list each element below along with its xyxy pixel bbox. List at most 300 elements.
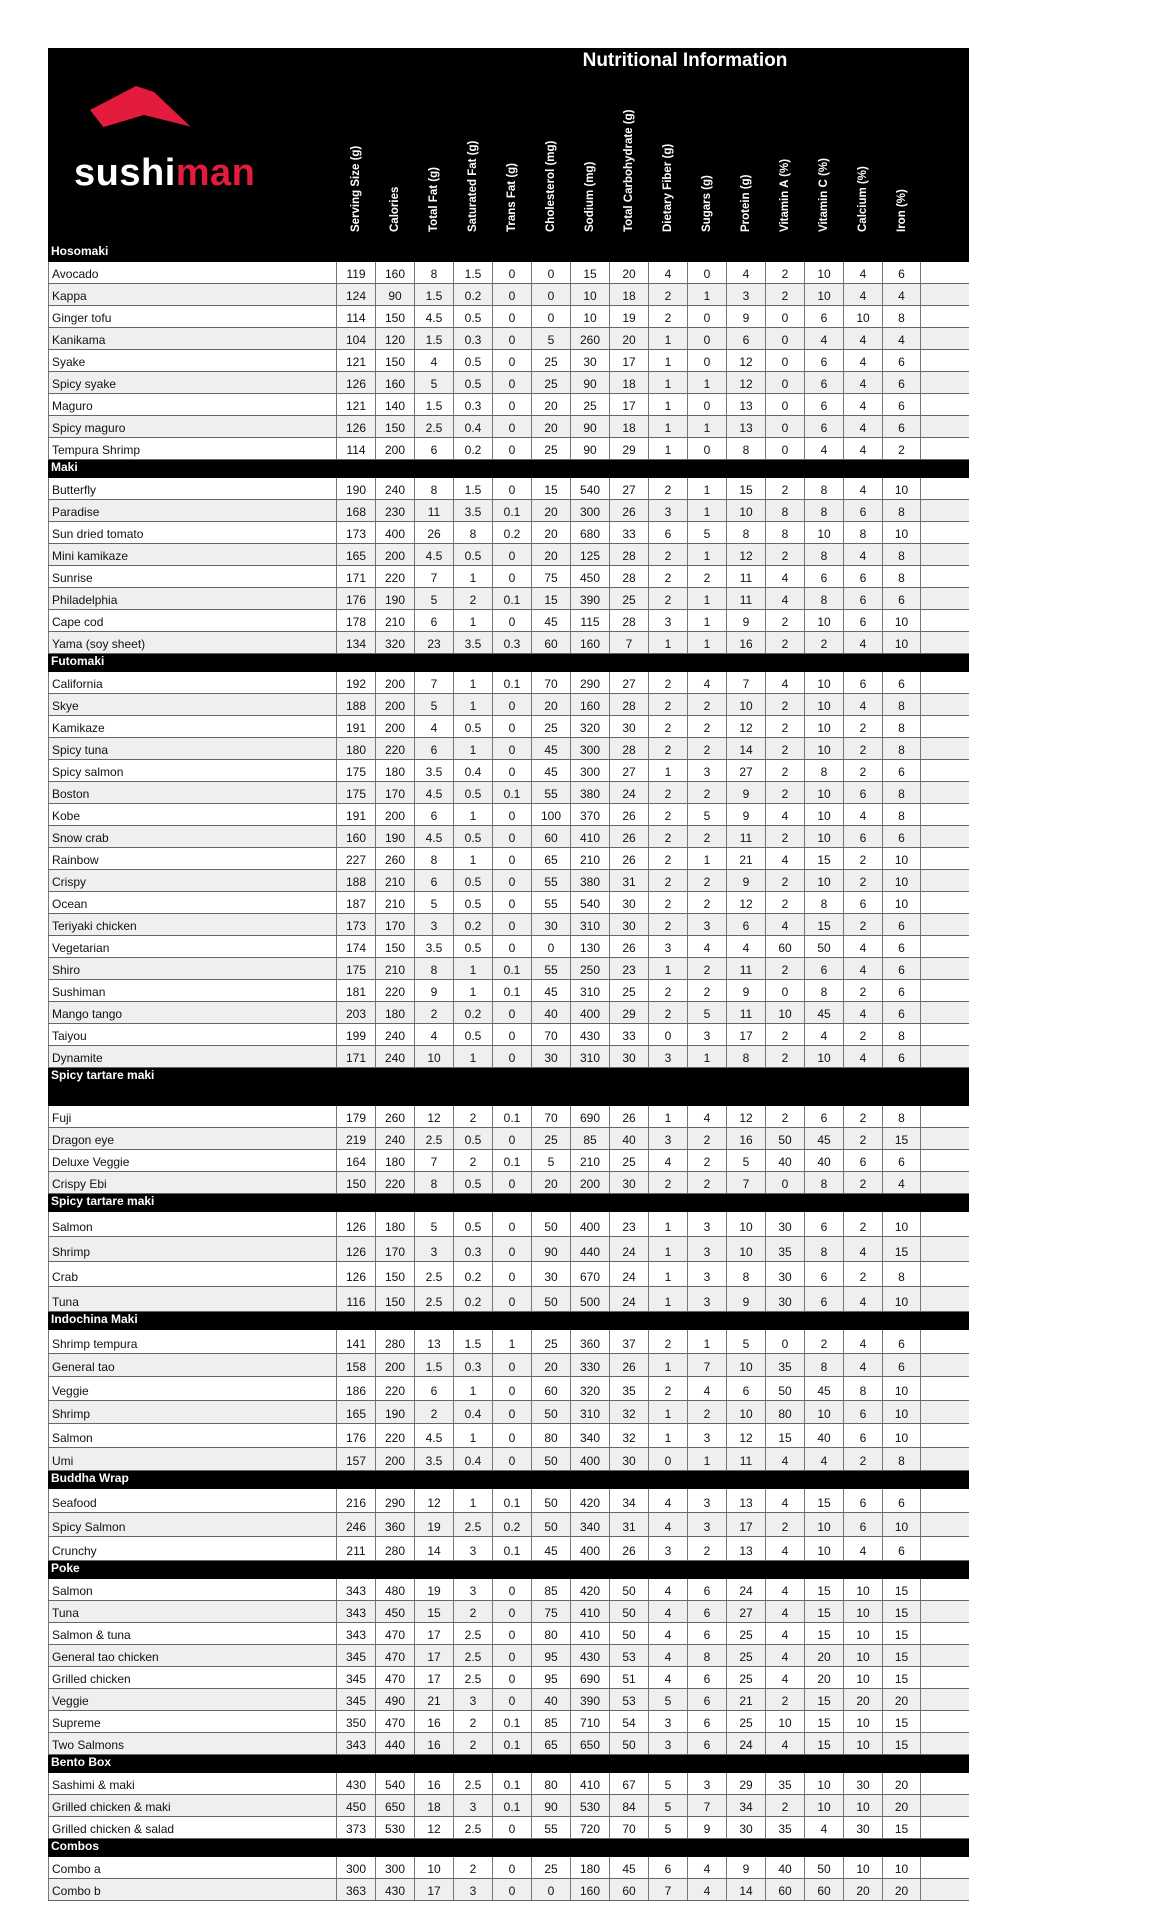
nutrient-value: 2 bbox=[687, 958, 726, 979]
column-header-label: Protein (g) bbox=[739, 174, 752, 232]
nutrient-value: 2.5 bbox=[414, 1262, 453, 1286]
nutrient-value: 8 bbox=[882, 306, 921, 327]
nutrient-value: 0.5 bbox=[453, 1212, 492, 1236]
nutrient-value: 21 bbox=[726, 1689, 765, 1710]
nutrient-value: 6 bbox=[882, 936, 921, 957]
column-header-label: Sodium (mg) bbox=[583, 161, 596, 232]
nutrient-value: 3 bbox=[453, 1689, 492, 1710]
nutrient-value: 8 bbox=[687, 1645, 726, 1666]
nutrient-value: 2 bbox=[687, 738, 726, 759]
nutrient-value: 2 bbox=[882, 438, 921, 459]
nutrient-value: 30 bbox=[570, 350, 609, 371]
nutrient-value: 10 bbox=[804, 826, 843, 847]
section-header: Hosomaki bbox=[48, 244, 969, 262]
nutrient-value: 4 bbox=[843, 1537, 882, 1560]
nutrient-value: 3 bbox=[648, 936, 687, 957]
nutrient-value: 8 bbox=[414, 478, 453, 499]
nutrient-value: 363 bbox=[336, 1879, 375, 1900]
nutrient-value: 8 bbox=[804, 544, 843, 565]
nutrient-value: 1.5 bbox=[414, 394, 453, 415]
nutrient-value: 8 bbox=[726, 1262, 765, 1286]
nutrient-value: 345 bbox=[336, 1645, 375, 1666]
nutrient-value: 50 bbox=[765, 1128, 804, 1149]
nutrient-value: 0 bbox=[492, 1667, 531, 1688]
nutrient-value: 8 bbox=[882, 716, 921, 737]
nutrient-value: 200 bbox=[375, 672, 414, 693]
nutrient-value: 15 bbox=[882, 1645, 921, 1666]
nutrient-value: 11 bbox=[726, 826, 765, 847]
table-row bbox=[48, 1623, 969, 1645]
nutrient-value: 2 bbox=[843, 1172, 882, 1193]
nutrient-value: 4 bbox=[804, 328, 843, 349]
nutrient-value: 420 bbox=[570, 1489, 609, 1512]
nutrient-value: 11 bbox=[726, 1448, 765, 1471]
column-header-label: Saturated Fat (g) bbox=[466, 140, 479, 232]
nutrient-value: 2 bbox=[648, 716, 687, 737]
nutrient-value: 8 bbox=[726, 522, 765, 543]
nutrient-value: 10 bbox=[843, 1667, 882, 1688]
table-row bbox=[48, 1024, 969, 1046]
table-row bbox=[48, 416, 969, 438]
nutrient-value: 1 bbox=[453, 566, 492, 587]
nutrient-value: 4 bbox=[843, 284, 882, 305]
nutrient-value: 2 bbox=[765, 1046, 804, 1067]
nutrient-value: 4 bbox=[843, 372, 882, 393]
nutrient-value: 1 bbox=[648, 438, 687, 459]
nutrient-value: 200 bbox=[375, 1354, 414, 1377]
table-row bbox=[48, 1879, 969, 1901]
nutrient-value: 3 bbox=[687, 1262, 726, 1286]
nutrient-value: 6 bbox=[804, 958, 843, 979]
nutrient-value: 12 bbox=[726, 1424, 765, 1447]
item-name: Grilled chicken bbox=[48, 1667, 336, 1688]
item-name: Ocean bbox=[48, 892, 336, 913]
nutrient-value: 4 bbox=[648, 1579, 687, 1600]
nutrient-value: 29 bbox=[609, 438, 648, 459]
nutrient-value: 6 bbox=[687, 1689, 726, 1710]
nutrient-value: 7 bbox=[414, 1150, 453, 1171]
nutrient-value: 10 bbox=[804, 716, 843, 737]
nutrient-value: 126 bbox=[336, 372, 375, 393]
nutrient-value: 15 bbox=[804, 914, 843, 935]
nutrient-value: 1 bbox=[648, 372, 687, 393]
nutrient-value: 2 bbox=[843, 980, 882, 1001]
nutrient-value: 4 bbox=[765, 1733, 804, 1754]
nutrient-value: 290 bbox=[375, 1489, 414, 1512]
nutrient-value: 0 bbox=[492, 1046, 531, 1067]
nutrient-value: 2.5 bbox=[453, 1645, 492, 1666]
nutrient-value: 10 bbox=[804, 804, 843, 825]
table-row bbox=[48, 1150, 969, 1172]
nutrient-value: 1.5 bbox=[414, 284, 453, 305]
item-name: Skye bbox=[48, 694, 336, 715]
nutrient-value: 180 bbox=[375, 760, 414, 781]
nutrient-value: 160 bbox=[570, 1879, 609, 1900]
nutrient-value: 50 bbox=[531, 1212, 570, 1236]
item-name: Tuna bbox=[48, 1601, 336, 1622]
nutrient-value: 410 bbox=[570, 826, 609, 847]
table-row bbox=[48, 804, 969, 826]
nutrient-value: 5 bbox=[648, 1689, 687, 1710]
nutrient-value: 8 bbox=[882, 782, 921, 803]
nutrient-value: 6 bbox=[882, 958, 921, 979]
item-name: Tempura Shrimp bbox=[48, 438, 336, 459]
nutrient-value: 24 bbox=[609, 1262, 648, 1286]
nutrient-value: 650 bbox=[375, 1795, 414, 1816]
nutrient-value: 15 bbox=[882, 1817, 921, 1838]
nutrient-value: 45 bbox=[531, 610, 570, 631]
nutrient-value: 2 bbox=[648, 980, 687, 1001]
nutrient-value: 13 bbox=[726, 1489, 765, 1512]
nutrient-value: 2 bbox=[843, 1448, 882, 1471]
nutrient-value: 6 bbox=[726, 328, 765, 349]
nutrient-value: 300 bbox=[570, 500, 609, 521]
nutrient-value: 165 bbox=[336, 1401, 375, 1424]
nutrient-value: 3 bbox=[687, 1773, 726, 1794]
nutrient-value: 8 bbox=[843, 522, 882, 543]
column-header-label: Dietary Fiber (g) bbox=[661, 143, 674, 232]
column-header bbox=[609, 76, 648, 244]
nutrient-value: 32 bbox=[609, 1401, 648, 1424]
nutrient-value: 1 bbox=[648, 958, 687, 979]
nutrient-value: 0 bbox=[492, 1623, 531, 1644]
nutrient-value: 6 bbox=[882, 1354, 921, 1377]
nutrient-value: 10 bbox=[726, 1401, 765, 1424]
nutrient-value: 50 bbox=[531, 1513, 570, 1536]
item-name: Fuji bbox=[48, 1106, 336, 1127]
column-header bbox=[843, 76, 882, 244]
nutrient-value: 1 bbox=[687, 632, 726, 653]
nutrient-value: 8 bbox=[804, 500, 843, 521]
nutrient-value: 180 bbox=[375, 1212, 414, 1236]
nutrient-value: 8 bbox=[726, 438, 765, 459]
nutrient-value: 20 bbox=[882, 1879, 921, 1900]
nutrient-value: 0 bbox=[492, 1287, 531, 1311]
nutrient-value: 6 bbox=[843, 892, 882, 913]
nutrient-value: 17 bbox=[414, 1623, 453, 1644]
table-row bbox=[48, 1579, 969, 1601]
nutrient-value: 260 bbox=[570, 328, 609, 349]
nutrient-value: 200 bbox=[375, 804, 414, 825]
table-row bbox=[48, 738, 969, 760]
nutrient-value: 10 bbox=[843, 1795, 882, 1816]
item-name: Combo a bbox=[48, 1857, 336, 1878]
nutrient-value: 164 bbox=[336, 1150, 375, 1171]
nutrient-value: 480 bbox=[375, 1579, 414, 1600]
item-name: Dragon eye bbox=[48, 1128, 336, 1149]
nutrient-value: 6 bbox=[687, 1601, 726, 1622]
nutrient-value: 67 bbox=[609, 1773, 648, 1794]
nutrient-value: 0 bbox=[492, 1579, 531, 1600]
nutrient-value: 30 bbox=[609, 892, 648, 913]
nutrient-value: 12 bbox=[726, 372, 765, 393]
nutrient-value: 6 bbox=[882, 826, 921, 847]
item-name: Paradise bbox=[48, 500, 336, 521]
nutrient-value: 0.5 bbox=[453, 782, 492, 803]
nutrient-value: 0 bbox=[492, 1448, 531, 1471]
nutrient-value: 4 bbox=[414, 1024, 453, 1045]
nutrient-value: 150 bbox=[336, 1172, 375, 1193]
nutrient-value: 4 bbox=[648, 1150, 687, 1171]
nutrient-value: 50 bbox=[609, 1601, 648, 1622]
nutrient-value: 240 bbox=[375, 1046, 414, 1067]
nutrient-value: 20 bbox=[531, 694, 570, 715]
nutrient-value: 2 bbox=[843, 1128, 882, 1149]
nutrient-value: 320 bbox=[570, 716, 609, 737]
item-name: Two Salmons bbox=[48, 1733, 336, 1754]
item-name: Crispy Ebi bbox=[48, 1172, 336, 1193]
nutrient-value: 10 bbox=[765, 1002, 804, 1023]
nutrient-value: 4 bbox=[648, 1645, 687, 1666]
nutrient-value: 10 bbox=[882, 522, 921, 543]
nutrient-value: 15 bbox=[882, 1711, 921, 1732]
column-header-label: Iron (%) bbox=[895, 189, 908, 232]
nutrient-value: 3 bbox=[648, 500, 687, 521]
nutrient-value: 9 bbox=[726, 782, 765, 803]
nutrient-value: 0 bbox=[531, 262, 570, 283]
nutrient-value: 3.5 bbox=[453, 500, 492, 521]
nutrient-value: 21 bbox=[726, 848, 765, 869]
section-header: Combos bbox=[48, 1839, 969, 1857]
nutrient-value: 6 bbox=[882, 672, 921, 693]
nutrient-value: 50 bbox=[531, 1489, 570, 1512]
nutrient-value: 6 bbox=[687, 1733, 726, 1754]
nutrient-value: 4 bbox=[843, 1354, 882, 1377]
nutrient-value: 343 bbox=[336, 1733, 375, 1754]
nutrient-value: 1 bbox=[687, 1448, 726, 1471]
nutrient-value: 4.5 bbox=[414, 826, 453, 847]
nutrient-value: 8 bbox=[882, 738, 921, 759]
item-name: Salmon bbox=[48, 1579, 336, 1600]
nutrient-value: 0.5 bbox=[453, 870, 492, 891]
nutrient-value: 124 bbox=[336, 284, 375, 305]
nutrient-value: 380 bbox=[570, 870, 609, 891]
nutrient-value: 0 bbox=[687, 394, 726, 415]
nutrient-value: 0 bbox=[765, 980, 804, 1001]
nutrient-value: 3 bbox=[414, 914, 453, 935]
nutrient-value: 1 bbox=[453, 1489, 492, 1512]
nutrient-value: 8 bbox=[882, 1262, 921, 1286]
nutrient-value: 6 bbox=[726, 1377, 765, 1400]
table-row bbox=[48, 1212, 969, 1237]
nutrient-value: 160 bbox=[336, 826, 375, 847]
nutrient-value: 40 bbox=[804, 1150, 843, 1171]
nutrient-value: 0 bbox=[492, 826, 531, 847]
column-header-label: Sugars (g) bbox=[700, 175, 713, 232]
nutrient-value: 10 bbox=[570, 306, 609, 327]
nutrient-value: 6 bbox=[882, 416, 921, 437]
nutrient-value: 2 bbox=[687, 980, 726, 1001]
nutrient-value: 370 bbox=[570, 804, 609, 825]
nutrient-value: 6 bbox=[804, 1262, 843, 1286]
nutrient-value: 6 bbox=[648, 522, 687, 543]
nutrient-value: 10 bbox=[804, 870, 843, 891]
nutrient-value: 6 bbox=[882, 980, 921, 1001]
nutrient-value: 6 bbox=[414, 438, 453, 459]
nutrient-value: 10 bbox=[882, 1424, 921, 1447]
nutrient-value: 9 bbox=[726, 306, 765, 327]
nutrient-value: 165 bbox=[336, 544, 375, 565]
nutrient-value: 0 bbox=[765, 328, 804, 349]
nutrient-value: 360 bbox=[570, 1330, 609, 1353]
table-row bbox=[48, 1377, 969, 1401]
nutrient-value: 430 bbox=[570, 1024, 609, 1045]
nutrient-value: 20 bbox=[882, 1689, 921, 1710]
nutrient-value: 10 bbox=[726, 1354, 765, 1377]
nutrient-value: 14 bbox=[414, 1537, 453, 1560]
nutrient-value: 1 bbox=[453, 1424, 492, 1447]
nutrient-value: 540 bbox=[375, 1773, 414, 1794]
nutrient-value: 5 bbox=[531, 328, 570, 349]
nutrient-value: 29 bbox=[609, 1002, 648, 1023]
nutrient-value: 343 bbox=[336, 1601, 375, 1622]
nutrient-value: 0 bbox=[531, 284, 570, 305]
nutrient-value: 4.5 bbox=[414, 1424, 453, 1447]
nutrient-value: 16 bbox=[726, 1128, 765, 1149]
nutrient-value: 2 bbox=[765, 610, 804, 631]
nutrient-value: 670 bbox=[570, 1262, 609, 1286]
nutrient-value: 115 bbox=[570, 610, 609, 631]
nutrient-value: 8 bbox=[804, 980, 843, 1001]
nutrient-value: 13 bbox=[414, 1330, 453, 1353]
nutrient-value: 8 bbox=[804, 588, 843, 609]
nutrient-value: 300 bbox=[570, 760, 609, 781]
item-name: Supreme bbox=[48, 1711, 336, 1732]
nutrient-value: 10 bbox=[726, 500, 765, 521]
nutrient-value: 140 bbox=[375, 394, 414, 415]
nutrient-value: 2 bbox=[648, 544, 687, 565]
nutrient-value: 2 bbox=[765, 1513, 804, 1536]
nutrient-value: 2 bbox=[765, 826, 804, 847]
nutrient-value: 210 bbox=[570, 1150, 609, 1171]
nutrient-value: 17 bbox=[609, 394, 648, 415]
nutrient-value: 55 bbox=[531, 958, 570, 979]
nutrient-value: 0.1 bbox=[492, 1537, 531, 1560]
nutrient-value: 2 bbox=[648, 566, 687, 587]
nutrient-value: 11 bbox=[414, 500, 453, 521]
nutrient-value: 343 bbox=[336, 1579, 375, 1600]
nutrient-value: 6 bbox=[882, 1489, 921, 1512]
nutrient-value: 2 bbox=[687, 782, 726, 803]
nutrient-value: 0 bbox=[492, 1689, 531, 1710]
nutrient-value: 1 bbox=[648, 760, 687, 781]
nutrient-value: 0.1 bbox=[492, 1489, 531, 1512]
nutrient-value: 0 bbox=[492, 610, 531, 631]
nutrient-value: 50 bbox=[765, 1377, 804, 1400]
item-name: Shiro bbox=[48, 958, 336, 979]
nutrient-value: 0 bbox=[492, 1817, 531, 1838]
nutrient-value: 2 bbox=[843, 848, 882, 869]
nutrient-value: 6 bbox=[882, 1046, 921, 1067]
nutrient-value: 2 bbox=[648, 782, 687, 803]
nutrient-value: 191 bbox=[336, 716, 375, 737]
nutrient-value: 2 bbox=[648, 588, 687, 609]
nutrient-value: 2 bbox=[648, 870, 687, 891]
nutrient-value: 9 bbox=[726, 1857, 765, 1878]
nutrient-value: 2 bbox=[843, 1212, 882, 1236]
table-row bbox=[48, 1689, 969, 1711]
nutrient-value: 6 bbox=[882, 350, 921, 371]
section-header: Maki bbox=[48, 460, 969, 478]
nutrient-value: 191 bbox=[336, 804, 375, 825]
nutrient-value: 150 bbox=[375, 1262, 414, 1286]
item-name: General tao chicken bbox=[48, 1645, 336, 1666]
nutrient-value: 27 bbox=[609, 672, 648, 693]
nutrient-value: 6 bbox=[414, 610, 453, 631]
nutrient-value: 6 bbox=[414, 1377, 453, 1400]
item-name: Salmon & tuna bbox=[48, 1623, 336, 1644]
nutrient-value: 33 bbox=[609, 522, 648, 543]
nutrient-value: 8 bbox=[453, 522, 492, 543]
nutrient-value: 8 bbox=[804, 892, 843, 913]
nutrient-value: 10 bbox=[882, 1377, 921, 1400]
nutrient-value: 20 bbox=[843, 1879, 882, 1900]
nutrient-value: 1 bbox=[648, 394, 687, 415]
nutrient-value: 28 bbox=[609, 610, 648, 631]
table-row bbox=[48, 892, 969, 914]
nutrient-value: 2 bbox=[687, 826, 726, 847]
nutrient-value: 3 bbox=[414, 1237, 453, 1261]
nutrient-value: 15 bbox=[804, 1601, 843, 1622]
nutrient-value: 0.2 bbox=[453, 1287, 492, 1311]
nutrient-value: 10 bbox=[804, 1773, 843, 1794]
nutrient-value: 30 bbox=[765, 1212, 804, 1236]
nutrient-value: 345 bbox=[336, 1689, 375, 1710]
nutrient-value: 170 bbox=[375, 914, 414, 935]
nutrient-value: 2 bbox=[804, 1330, 843, 1353]
nutrient-value: 27 bbox=[609, 478, 648, 499]
nutrient-value: 0 bbox=[492, 350, 531, 371]
nutrient-value: 1 bbox=[648, 350, 687, 371]
nutrient-value: 1 bbox=[687, 848, 726, 869]
nutrient-value: 400 bbox=[570, 1002, 609, 1023]
table-row bbox=[48, 328, 969, 350]
logo-text-sushi: sushi bbox=[74, 152, 176, 194]
nutrient-value: 420 bbox=[570, 1579, 609, 1600]
nutrient-value: 6 bbox=[687, 1711, 726, 1732]
nutrient-value: 1 bbox=[687, 478, 726, 499]
nutrient-value: 2 bbox=[648, 284, 687, 305]
nutrient-value: 50 bbox=[609, 1733, 648, 1754]
nutrient-value: 190 bbox=[375, 1401, 414, 1424]
nutrient-value: 15 bbox=[414, 1601, 453, 1622]
nutrient-value: 4 bbox=[765, 1645, 804, 1666]
nutrient-value: 390 bbox=[570, 588, 609, 609]
nutrient-value: 84 bbox=[609, 1795, 648, 1816]
nutrient-value: 20 bbox=[609, 328, 648, 349]
nutrient-value: 6 bbox=[843, 1513, 882, 1536]
nutrient-value: 10 bbox=[843, 1711, 882, 1732]
column-header bbox=[453, 76, 492, 244]
nutrient-value: 2 bbox=[843, 738, 882, 759]
nutrient-value: 187 bbox=[336, 892, 375, 913]
nutrient-value: 3 bbox=[453, 1537, 492, 1560]
nutrient-value: 2.5 bbox=[453, 1513, 492, 1536]
nutrient-value: 40 bbox=[609, 1128, 648, 1149]
nutrient-value: 12 bbox=[414, 1106, 453, 1127]
nutrient-value: 1 bbox=[687, 284, 726, 305]
nutrient-value: 9 bbox=[726, 610, 765, 631]
nutrient-value: 0 bbox=[492, 848, 531, 869]
nutrient-value: 15 bbox=[882, 1601, 921, 1622]
nutrient-value: 4 bbox=[414, 716, 453, 737]
nutrient-value: 126 bbox=[336, 416, 375, 437]
item-name: Vegetarian bbox=[48, 936, 336, 957]
nutrient-value: 1 bbox=[648, 1401, 687, 1424]
nutrient-value: 10 bbox=[882, 1401, 921, 1424]
nutrient-value: 0.1 bbox=[492, 1773, 531, 1794]
nutrient-value: 2 bbox=[765, 262, 804, 283]
